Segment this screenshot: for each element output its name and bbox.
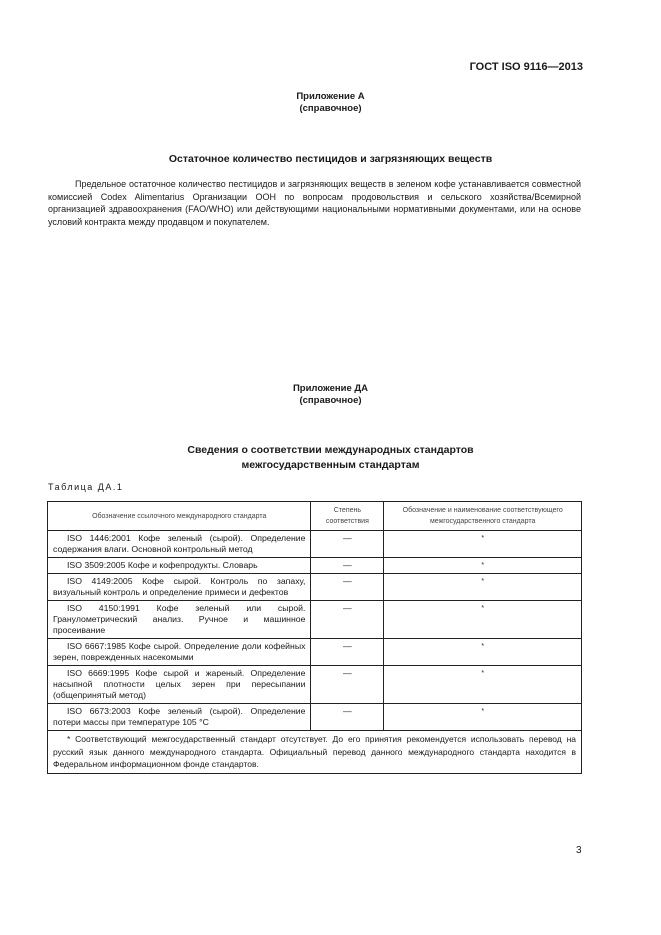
cell-designation: ISO 1446:2001 Кофе зеленый (сырой). Определение содержания влаги. Основной контрольный метод — [48, 531, 311, 558]
table-row — [48, 704, 582, 731]
cell-designation: ISO 3509:2005 Кофе и кофепродукты. Словарь — [48, 558, 311, 574]
cell-degree: — — [311, 531, 384, 558]
cell-national: * — [384, 666, 582, 704]
cell-degree: — — [311, 639, 384, 666]
table-row — [48, 531, 582, 558]
table-caption: Таблица ДА.1 — [48, 482, 124, 492]
cell-national: * — [384, 531, 582, 558]
cell-degree: — — [311, 558, 384, 574]
page-number: 3 — [576, 845, 582, 856]
cell-designation: ISO 4149:2005 Кофе сырой. Контроль по запаху, визуальный контроль и определение примеси и дефектов — [48, 574, 311, 601]
document-header: ГОСТ ISO 9116—2013 — [469, 61, 583, 73]
standards-table — [47, 501, 582, 774]
cell-national: * — [384, 574, 582, 601]
cell-designation: ISO 4150:1991 Кофе зеленый или сырой. Гранулометрический анализ. Ручное и машинное просеивание — [48, 601, 311, 639]
table-row — [48, 666, 582, 704]
cell-designation: ISO 6673:2003 Кофе зеленый (сырой). Определение потери массы при температуре 105 °С — [48, 704, 311, 731]
table-footnote: * Соответствующий межгосударственный стандарт отсутствует. До его принятия рекомендуется использовать перевод на русский язык данного международного стандарта. Официальный перевод данного международного стандарта находится в Федеральном информационном фонде стандартов. — [48, 731, 582, 774]
cell-degree: — — [311, 704, 384, 731]
annex-a-paragraph: Предельное остаточное количество пестицидов и загрязняющих веществ в зеленом кофе устанавливается совместной комиссией Codex Alimentarius Организации ООН по вопросам продовольствия и сельского хозяйства/Всемирной организацией здравоохранения (FAO/WHO) или действующими национальными нормативными документами, или на основе условий контракта между продавцом и покупателем. — [48, 179, 581, 227]
table-header-row — [48, 502, 582, 531]
cell-designation: ISO 6669:1995 Кофе сырой и жареный. Определение насыпной плотности целых зерен при пересыпании (общепринятый метод) — [48, 666, 311, 704]
annex-da-subtitle: (справочное) — [299, 395, 362, 406]
column-header-national: Обозначение и наименование соответствующего межгосударственного стандарта — [384, 502, 582, 531]
annex-a-subtitle: (справочное) — [299, 103, 362, 114]
cell-degree: — — [311, 601, 384, 639]
table-row — [48, 639, 582, 666]
table-row — [48, 574, 582, 601]
cell-national: * — [384, 639, 582, 666]
annex-da-heading — [0, 443, 661, 473]
cell-designation: ISO 6667:1985 Кофе сырой. Определение доли кофейных зерен, поврежденных насекомыми — [48, 639, 311, 666]
annex-da-title: Приложение ДА — [292, 383, 369, 394]
cell-degree: — — [311, 666, 384, 704]
table-row — [48, 601, 582, 639]
annex-da-title-block — [0, 383, 661, 407]
column-header-degree: Степень соответствия — [311, 502, 384, 531]
annex-a-title: Приложение А — [296, 91, 365, 102]
annex-a-title-block — [0, 91, 661, 115]
table-row — [48, 558, 582, 574]
cell-degree: — — [311, 574, 384, 601]
cell-national: * — [384, 704, 582, 731]
table-footnote-row — [48, 731, 582, 774]
column-header-designation: Обозначение ссылочного международного стандарта — [48, 502, 311, 531]
cell-national: * — [384, 558, 582, 574]
annex-da-heading-line1: Сведения о соответствии международных стандартов — [187, 444, 474, 456]
cell-national: * — [384, 601, 582, 639]
annex-a-heading: Остаточное количество пестицидов и загрязняющих веществ — [168, 153, 493, 165]
annex-da-heading-line2: межгосударственным стандартам — [241, 459, 420, 471]
